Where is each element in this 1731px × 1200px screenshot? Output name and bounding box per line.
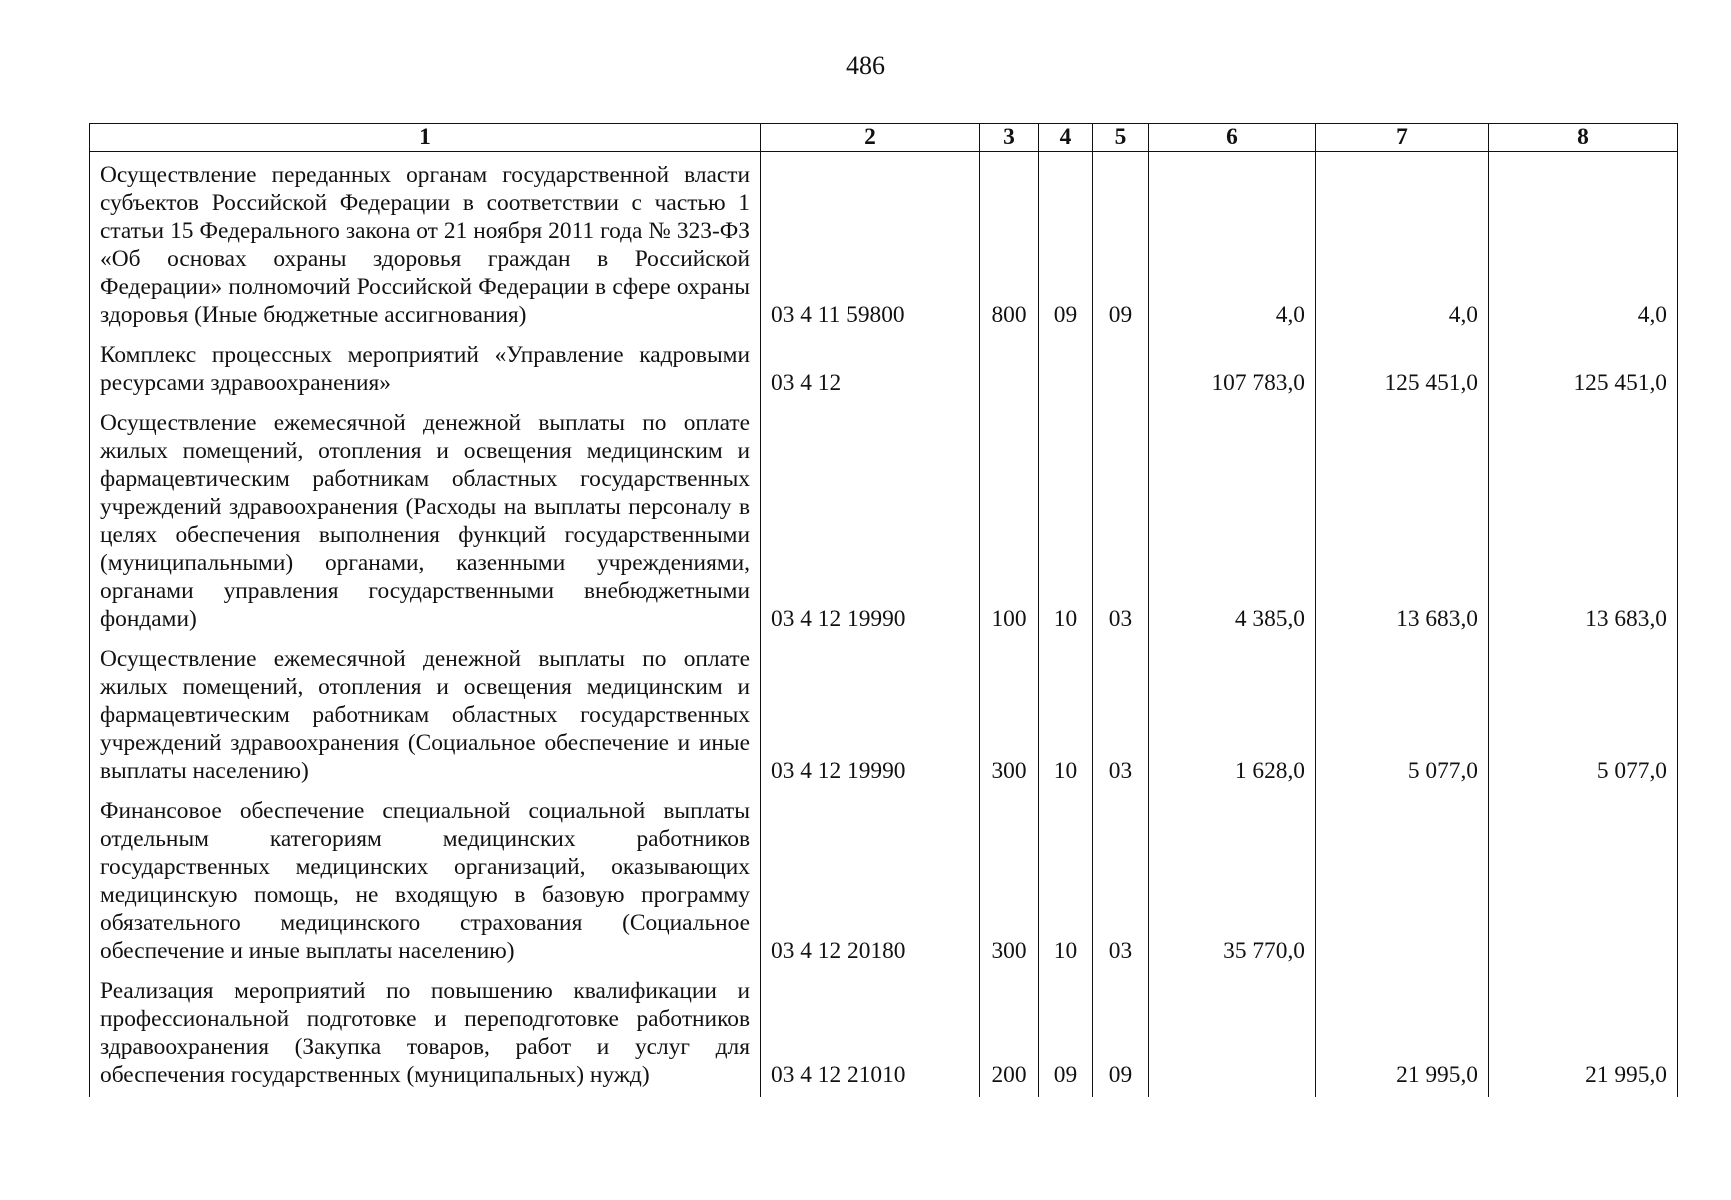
row-subsection bbox=[1093, 337, 1149, 405]
table-row bbox=[90, 337, 1678, 405]
row-amount-col8 bbox=[1489, 793, 1678, 973]
row-amount-col6: 1 628,0 bbox=[1149, 641, 1316, 793]
budget-table bbox=[89, 123, 1678, 1097]
table-row bbox=[90, 152, 1678, 338]
table-row bbox=[90, 793, 1678, 973]
row-subsection: 03 bbox=[1093, 793, 1149, 973]
row-subsection: 09 bbox=[1093, 973, 1149, 1097]
row-section: 09 bbox=[1039, 152, 1093, 338]
row-description: Осуществление ежемесячной денежной выплаты по оплате жилых помещений, отопления и освещения медицинским и фармацевтическим работникам областных государственных учреждений здравоохранения (Расходы на выплаты персоналу в целях обеспечения выполнения функций государственными (муниципальными) органами, казенными учреждениями, органами управления государственными внебюджетными фондами) bbox=[90, 405, 761, 641]
row-target-code: 03 4 12 bbox=[761, 337, 980, 405]
row-expense-type: 300 bbox=[980, 641, 1039, 793]
table-row bbox=[90, 405, 1678, 641]
row-subsection: 03 bbox=[1093, 405, 1149, 641]
row-section: 10 bbox=[1039, 641, 1093, 793]
row-target-code: 03 4 11 59800 bbox=[761, 152, 980, 338]
row-amount-col8: 5 077,0 bbox=[1489, 641, 1678, 793]
column-header: 1 bbox=[90, 124, 761, 152]
row-amount-col8: 21 995,0 bbox=[1489, 973, 1678, 1097]
row-description: Реализация мероприятий по повышению квалификации и профессиональной подготовке и переподготовке работников здравоохранения (Закупка товаров, работ и услуг для обеспечения государственных (муниципальных) нужд) bbox=[90, 973, 761, 1097]
row-amount-col6: 35 770,0 bbox=[1149, 793, 1316, 973]
column-header: 6 bbox=[1149, 124, 1316, 152]
column-header: 2 bbox=[761, 124, 980, 152]
row-expense-type bbox=[980, 337, 1039, 405]
row-amount-col6: 4,0 bbox=[1149, 152, 1316, 338]
row-amount-col7 bbox=[1316, 793, 1489, 973]
row-section: 10 bbox=[1039, 793, 1093, 973]
row-amount-col8: 4,0 bbox=[1489, 152, 1678, 338]
row-subsection: 03 bbox=[1093, 641, 1149, 793]
table-row bbox=[90, 641, 1678, 793]
row-expense-type: 100 bbox=[980, 405, 1039, 641]
row-target-code: 03 4 12 19990 bbox=[761, 405, 980, 641]
row-amount-col7: 125 451,0 bbox=[1316, 337, 1489, 405]
column-header: 7 bbox=[1316, 124, 1489, 152]
table-row bbox=[90, 973, 1678, 1097]
row-target-code: 03 4 12 20180 bbox=[761, 793, 980, 973]
row-amount-col7: 5 077,0 bbox=[1316, 641, 1489, 793]
row-amount-col6 bbox=[1149, 973, 1316, 1097]
row-section: 10 bbox=[1039, 405, 1093, 641]
row-target-code: 03 4 12 19990 bbox=[761, 641, 980, 793]
column-header: 5 bbox=[1093, 124, 1149, 152]
row-description: Осуществление ежемесячной денежной выплаты по оплате жилых помещений, отопления и освещения медицинским и фармацевтическим работникам областных государственных учреждений здравоохранения (Социальное обеспечение и иные выплаты населению) bbox=[90, 641, 761, 793]
row-amount-col8: 13 683,0 bbox=[1489, 405, 1678, 641]
row-subsection: 09 bbox=[1093, 152, 1149, 338]
row-expense-type: 200 bbox=[980, 973, 1039, 1097]
row-section: 09 bbox=[1039, 973, 1093, 1097]
column-header: 8 bbox=[1489, 124, 1678, 152]
row-amount-col7: 13 683,0 bbox=[1316, 405, 1489, 641]
row-target-code: 03 4 12 21010 bbox=[761, 973, 980, 1097]
column-number-header-row bbox=[90, 124, 1678, 152]
row-amount-col7: 21 995,0 bbox=[1316, 973, 1489, 1097]
row-description: Комплекс процессных мероприятий «Управление кадровыми ресурсами здравоохранения» bbox=[90, 337, 761, 405]
row-amount-col7: 4,0 bbox=[1316, 152, 1489, 338]
row-amount-col6: 107 783,0 bbox=[1149, 337, 1316, 405]
row-section bbox=[1039, 337, 1093, 405]
row-amount-col8: 125 451,0 bbox=[1489, 337, 1678, 405]
column-header: 3 bbox=[980, 124, 1039, 152]
row-description: Осуществление переданных органам государственной власти субъектов Российской Федерации в соответствии с частью 1 статьи 15 Федерального закона от 21 ноября 2011 года № 323-ФЗ «Об основах охраны здоровья граждан в Российской Федерации» полномочий Российской Федерации в сфере охраны здоровья (Иные бюджетные ассигнования) bbox=[90, 152, 761, 338]
row-amount-col6: 4 385,0 bbox=[1149, 405, 1316, 641]
page-number: 486 bbox=[846, 51, 885, 80]
row-description: Финансовое обеспечение специальной социальной выплаты отдельным категориям медицинских работников государственных медицинских организаций, оказывающих медицинскую помощь, не входящую в базовую программу обязательного медицинского страхования (Социальное обеспечение и иные выплаты населению) bbox=[90, 793, 761, 973]
row-expense-type: 300 bbox=[980, 793, 1039, 973]
column-header: 4 bbox=[1039, 124, 1093, 152]
row-expense-type: 800 bbox=[980, 152, 1039, 338]
